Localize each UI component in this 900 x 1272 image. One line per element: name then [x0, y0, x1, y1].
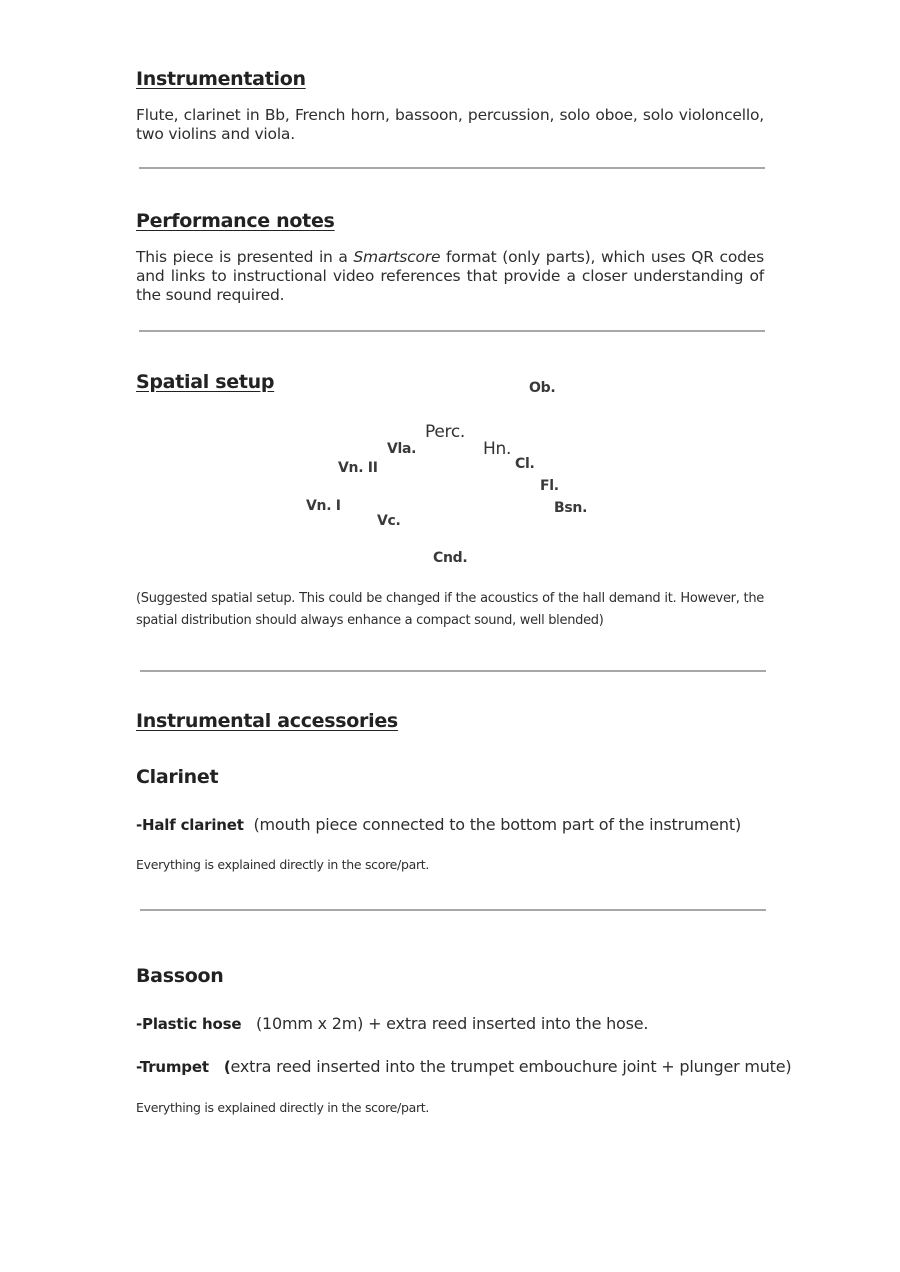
- instrument-position-label: Vn. I: [306, 498, 341, 514]
- instrument-position-label: Perc.: [425, 422, 465, 442]
- instrument-position-label: Vn. II: [338, 460, 378, 476]
- instrument-position-label: Vc.: [377, 513, 401, 529]
- text-segment: format (only parts), which uses QR codes and links to instructional video references that provide a closer understanding of the sound required.: [136, 248, 764, 304]
- performance-notes-heading: Performance notes: [136, 210, 335, 232]
- instrument-position-label: Cnd.: [433, 550, 468, 566]
- instrumentation-text: Flute, clarinet in Bb, French horn, bassoon, percussion, solo oboe, solo violoncello, two violins and viola.: [136, 106, 764, 143]
- bassoon-item-trumpet: [136, 1057, 791, 1076]
- item-desc: (mouth piece connected to the bottom part of the instrument): [243, 815, 741, 834]
- bassoon-note: Everything is explained directly in the score/part.: [136, 1100, 430, 1115]
- item-desc: extra reed inserted into the trumpet embouchure joint + plunger mute): [230, 1057, 792, 1076]
- item-name: -Plastic hose: [136, 1015, 242, 1033]
- instrument-position-label: Hn.: [483, 439, 512, 459]
- smartscore-term: Smartscore: [353, 248, 441, 266]
- clarinet-note: Everything is explained directly in the score/part.: [136, 857, 430, 872]
- instrumentation-heading: Instrumentation: [136, 68, 306, 90]
- item-desc: (10mm x 2m) + extra reed inserted into the hose.: [241, 1014, 649, 1033]
- bassoon-item-plastic-hose: [136, 1014, 648, 1033]
- clarinet-heading: Clarinet: [136, 766, 219, 788]
- divider: [140, 909, 766, 911]
- instrument-position-label: Fl.: [540, 478, 559, 494]
- spatial-setup-heading: Spatial setup: [136, 371, 275, 393]
- accessories-heading: Instrumental accessories: [136, 710, 398, 732]
- item-name: -Half clarinet: [136, 816, 244, 834]
- instrument-position-label: Cl.: [515, 456, 535, 472]
- instrument-position-label: Ob.: [529, 380, 556, 396]
- instrument-position-label: Vla.: [387, 441, 417, 457]
- spatial-diagram: [0, 0, 900, 600]
- bassoon-heading: Bassoon: [136, 965, 224, 987]
- text-segment: This piece is presented in a: [136, 248, 354, 266]
- divider: [140, 670, 766, 672]
- instrument-position-label: Bsn.: [554, 500, 588, 516]
- spatial-caption: (Suggested spatial setup. This could be changed if the acoustics of the hall demand it. However, the spatial distribution should always enhance a compact sound, well blended): [136, 591, 764, 628]
- item-paren: (: [208, 1058, 231, 1076]
- clarinet-item-half-clarinet: [136, 815, 741, 834]
- item-name: -Trumpet: [136, 1058, 209, 1076]
